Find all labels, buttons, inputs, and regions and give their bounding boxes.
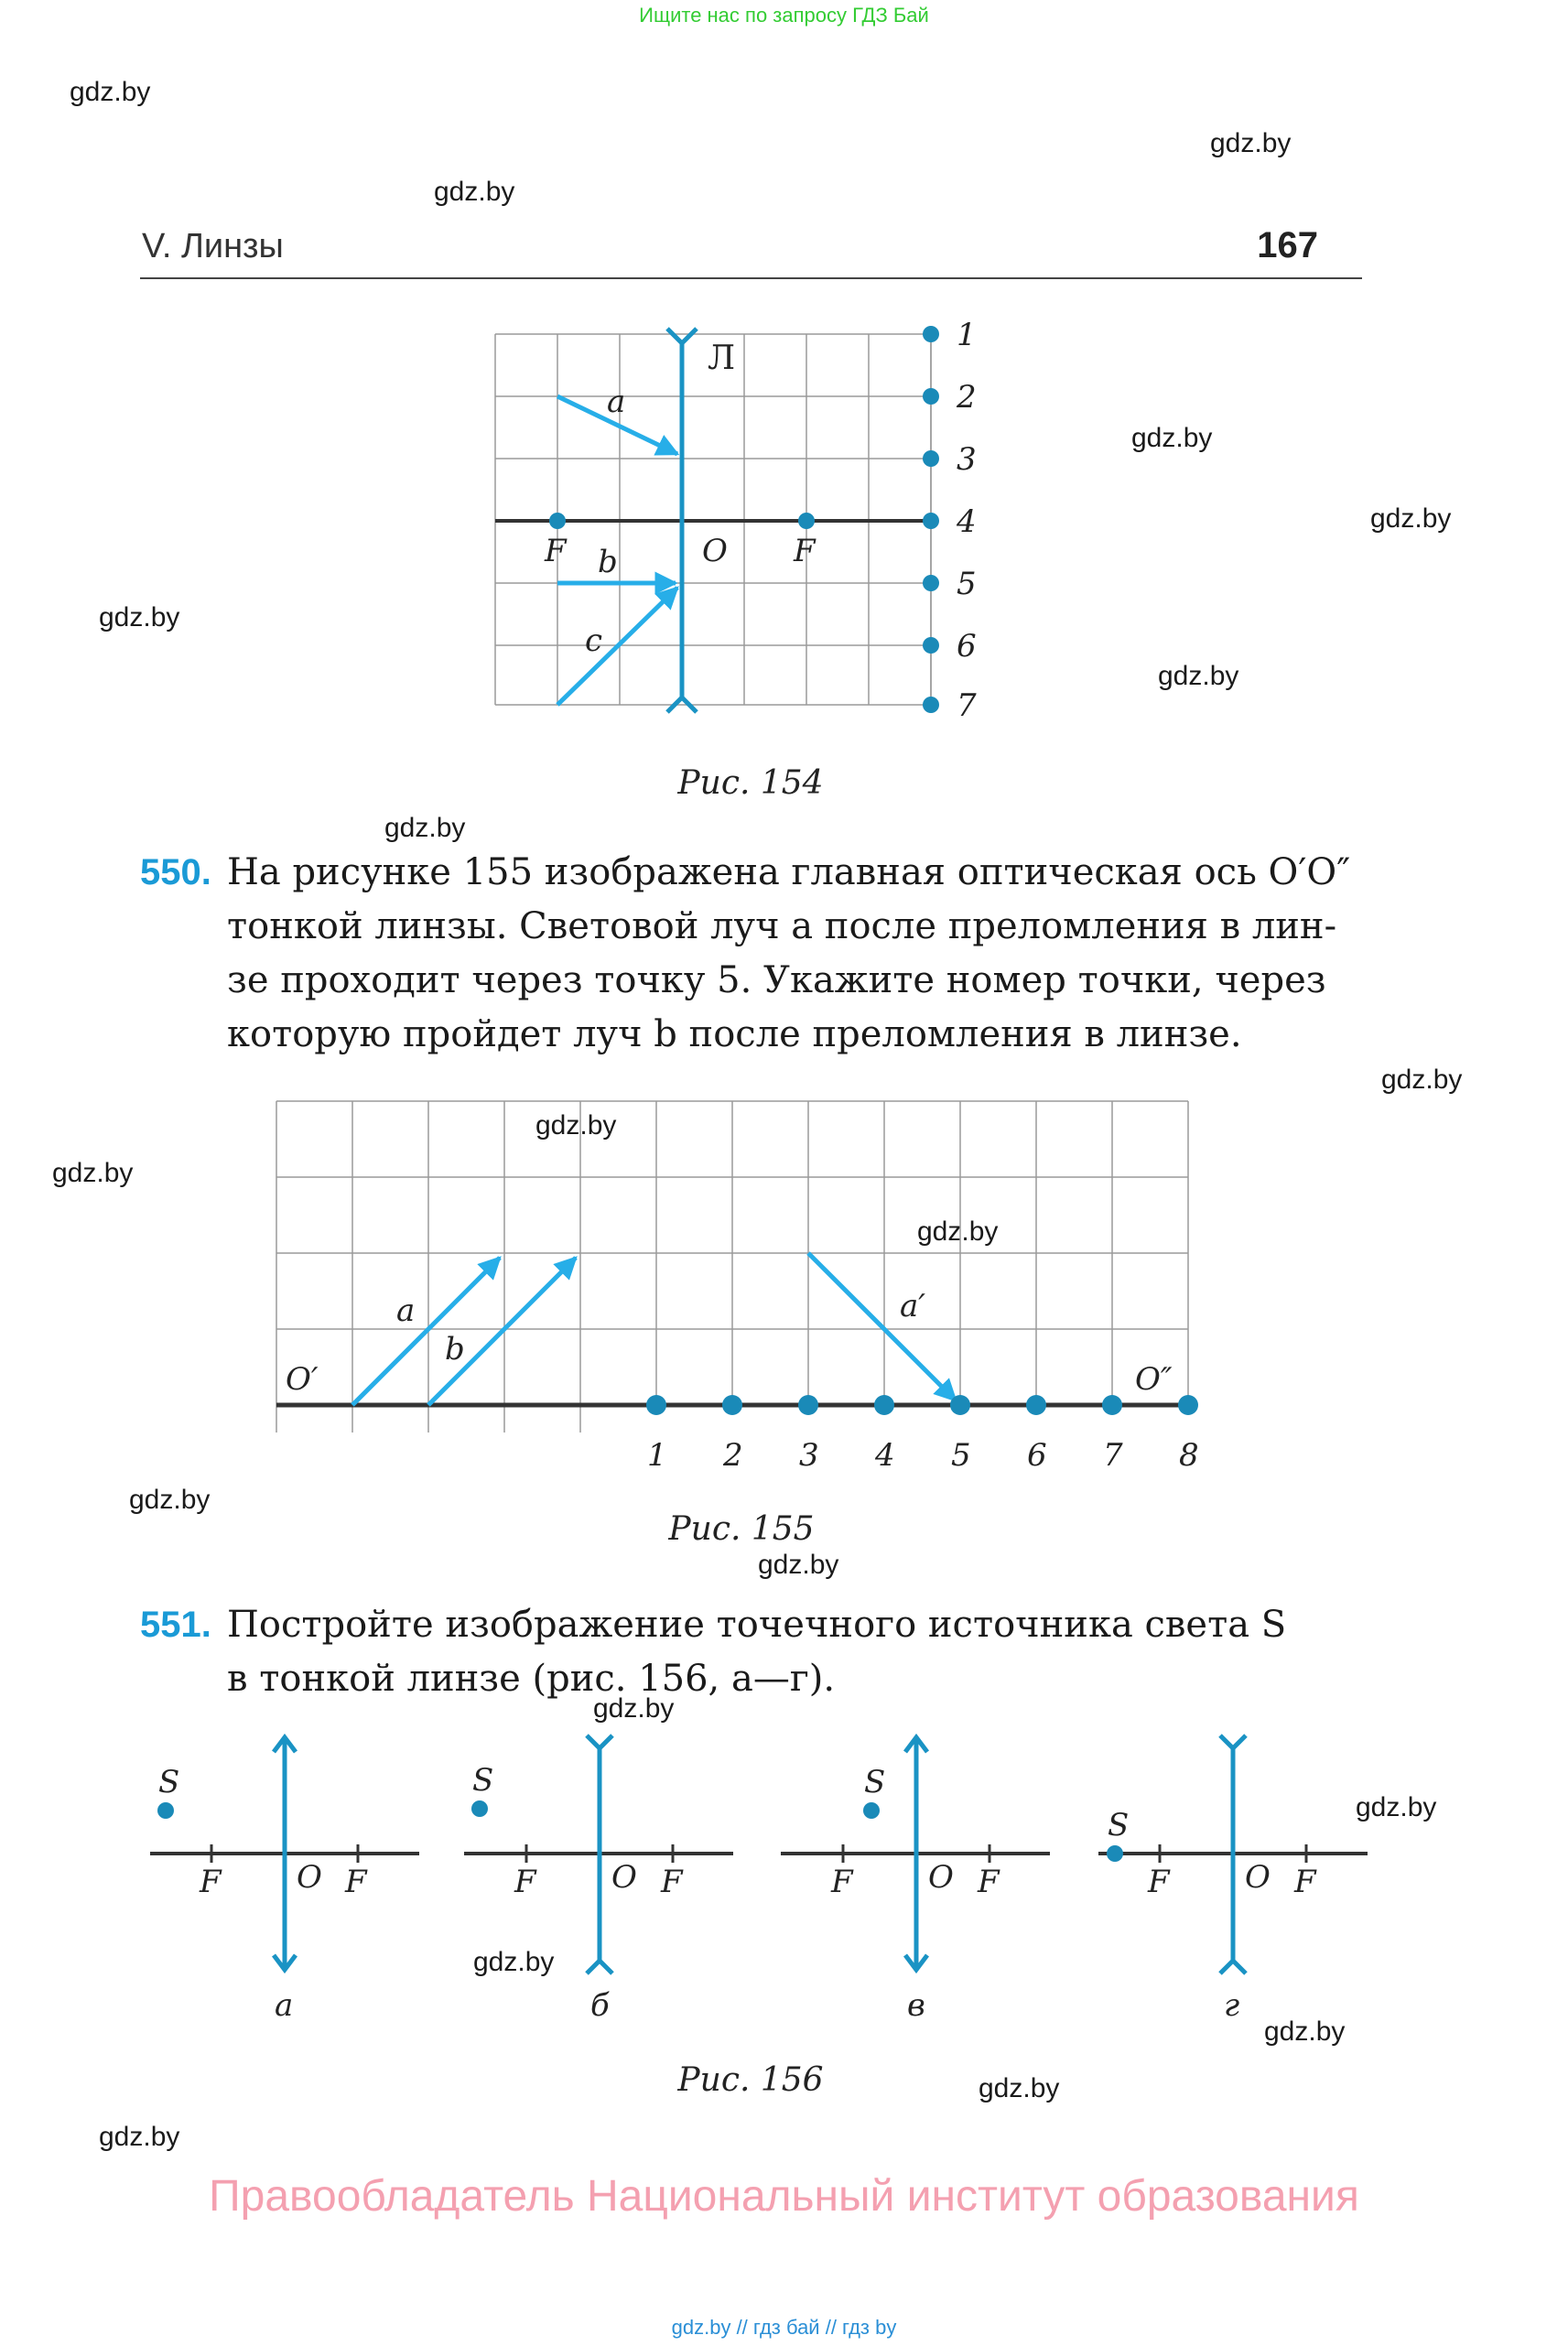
task-text-line: зе проходит через точку 5. Укажите номер точки, через [227, 959, 1326, 1001]
center-label: O [702, 533, 728, 569]
focus-label: F [1148, 1864, 1170, 1900]
panel-v [781, 1737, 1050, 2024]
point-label-2: 2 [957, 379, 977, 416]
point-5 [950, 1395, 970, 1415]
task-number: 550. [140, 852, 211, 892]
top-hint: Ищите нас по запросу ГДЗ Бай [639, 4, 929, 27]
point-label-1: 1 [957, 317, 977, 353]
watermark: gdz.by [593, 1693, 675, 1724]
source-point [471, 1800, 488, 1817]
center-label: O [1245, 1859, 1271, 1896]
point-label-2: 2 [723, 1437, 743, 1474]
figure-154 [485, 316, 998, 728]
task-text-line: На рисунке 155 изображена главная оптическая ось O′O″ [227, 851, 1351, 893]
panel-b [464, 1735, 733, 2024]
point-2 [923, 388, 939, 405]
focus-label: F [200, 1864, 222, 1900]
point-6 [923, 637, 939, 654]
panel-label: в [907, 1987, 925, 2024]
copyright-owner: Правообладатель Национальный институт образования [209, 2172, 1359, 2221]
focus-label-left: F [545, 533, 567, 569]
figure-155-caption: Рис. 155 [668, 1510, 815, 1548]
point-label-8: 8 [1179, 1437, 1199, 1474]
source-label: S [864, 1764, 886, 1800]
watermark: gdz.by [473, 1947, 555, 1977]
watermark: gdz.by [535, 1110, 617, 1141]
point-3 [798, 1395, 818, 1415]
watermark: gdz.by [99, 2122, 180, 2152]
point-5 [923, 575, 939, 591]
watermark: gdz.by [434, 177, 515, 207]
ray-c [557, 588, 677, 705]
watermark: gdz.by [1131, 423, 1213, 453]
watermark: gdz.by [1158, 661, 1239, 691]
figure-154-caption: Рис. 154 [677, 764, 824, 802]
watermark: gdz.by [1381, 1065, 1463, 1095]
focus-label: F [1294, 1864, 1316, 1900]
panel-label: а [275, 1987, 294, 2024]
point-3 [923, 450, 939, 467]
ray-a-prime [808, 1253, 956, 1400]
point-label-4: 4 [957, 503, 977, 540]
point-4 [874, 1395, 894, 1415]
point-label-7: 7 [957, 687, 977, 724]
focus-label: F [661, 1864, 683, 1900]
chapter-title: V. Линзы [142, 227, 284, 265]
axis-label-right: O″ [1135, 1361, 1173, 1398]
task-text-line: Постройте изображение точечного источника света S [227, 1604, 1287, 1646]
ray-label-b: b [445, 1331, 465, 1368]
axis-label-left: O′ [286, 1361, 319, 1398]
watermark: gdz.by [1356, 1792, 1437, 1822]
task-551 [140, 1598, 1367, 1708]
watermark: gdz.by [129, 1485, 211, 1515]
lens-label: Л [708, 340, 736, 377]
center-label: O [928, 1859, 954, 1896]
watermark: gdz.by [70, 77, 151, 107]
source-label: S [158, 1764, 180, 1800]
ray-label-a-prime: a′ [900, 1288, 925, 1324]
panel-g [1098, 1735, 1368, 2024]
focus-label: F [345, 1864, 367, 1900]
ray-label-c: c [585, 622, 603, 659]
source-label: S [1108, 1807, 1130, 1843]
watermark: gdz.by [1370, 503, 1452, 534]
ray-label-a: a [396, 1292, 416, 1329]
ray-label-b: b [598, 544, 618, 580]
figure-156-caption: Рис. 156 [677, 2061, 824, 2099]
watermark: gdz.by [384, 813, 466, 843]
source-point [1107, 1845, 1123, 1862]
watermark: gdz.by [758, 1550, 839, 1580]
source-point [157, 1802, 174, 1819]
task-text-line: которую пройдет луч b после преломления в линзе. [227, 1013, 1242, 1055]
footer-links[interactable]: gdz.by // гдз бай // гдз by [671, 2316, 897, 2339]
ray-a [352, 1258, 500, 1405]
point-6 [1026, 1395, 1046, 1415]
focus-right [798, 513, 815, 529]
point-8 [1178, 1395, 1198, 1415]
task-550 [140, 846, 1367, 1065]
point-7 [923, 697, 939, 713]
point-1 [923, 326, 939, 342]
watermark: gdz.by [1210, 128, 1292, 158]
center-label: O [611, 1859, 637, 1896]
grid-155 [276, 1101, 1188, 1432]
point-label-3: 3 [957, 441, 977, 478]
header-rule [140, 277, 1362, 279]
ray-label-a: a [607, 384, 626, 420]
point-label-5: 5 [957, 566, 977, 602]
point-label-1: 1 [647, 1437, 667, 1474]
watermark: gdz.by [52, 1158, 134, 1188]
figure-155 [265, 1094, 1227, 1483]
watermark: gdz.by [979, 2073, 1060, 2103]
focus-left [549, 513, 566, 529]
watermark: gdz.by [917, 1216, 999, 1247]
task-text-line: в тонкой линзе (рис. 156, а—г). [227, 1658, 836, 1700]
point-7 [1102, 1395, 1122, 1415]
task-text-line: тонкой линзы. Световой луч a после преломления в лин- [227, 905, 1337, 947]
point-label-3: 3 [799, 1437, 819, 1474]
page-number: 167 [1257, 225, 1318, 265]
figure-156 [137, 1721, 1382, 2032]
source-label: S [472, 1762, 494, 1799]
panel-label: б [590, 1987, 610, 2024]
point-4 [923, 513, 939, 529]
focus-label: F [514, 1864, 536, 1900]
point-label-6: 6 [1027, 1437, 1047, 1474]
point-1 [646, 1395, 666, 1415]
focus-label: F [978, 1864, 1000, 1900]
point-2 [722, 1395, 742, 1415]
panel-label: г [1224, 1987, 1240, 2024]
focus-label-right: F [794, 533, 816, 569]
watermark: gdz.by [1264, 2016, 1346, 2047]
center-label: O [297, 1859, 322, 1896]
source-point [863, 1802, 880, 1819]
panel-a [150, 1737, 419, 2024]
task-number: 551. [140, 1605, 211, 1645]
point-label-6: 6 [957, 628, 977, 665]
watermark: gdz.by [99, 602, 180, 632]
focus-label: F [831, 1864, 853, 1900]
point-label-4: 4 [875, 1437, 895, 1474]
point-label-5: 5 [951, 1437, 971, 1474]
point-label-7: 7 [1103, 1437, 1123, 1474]
